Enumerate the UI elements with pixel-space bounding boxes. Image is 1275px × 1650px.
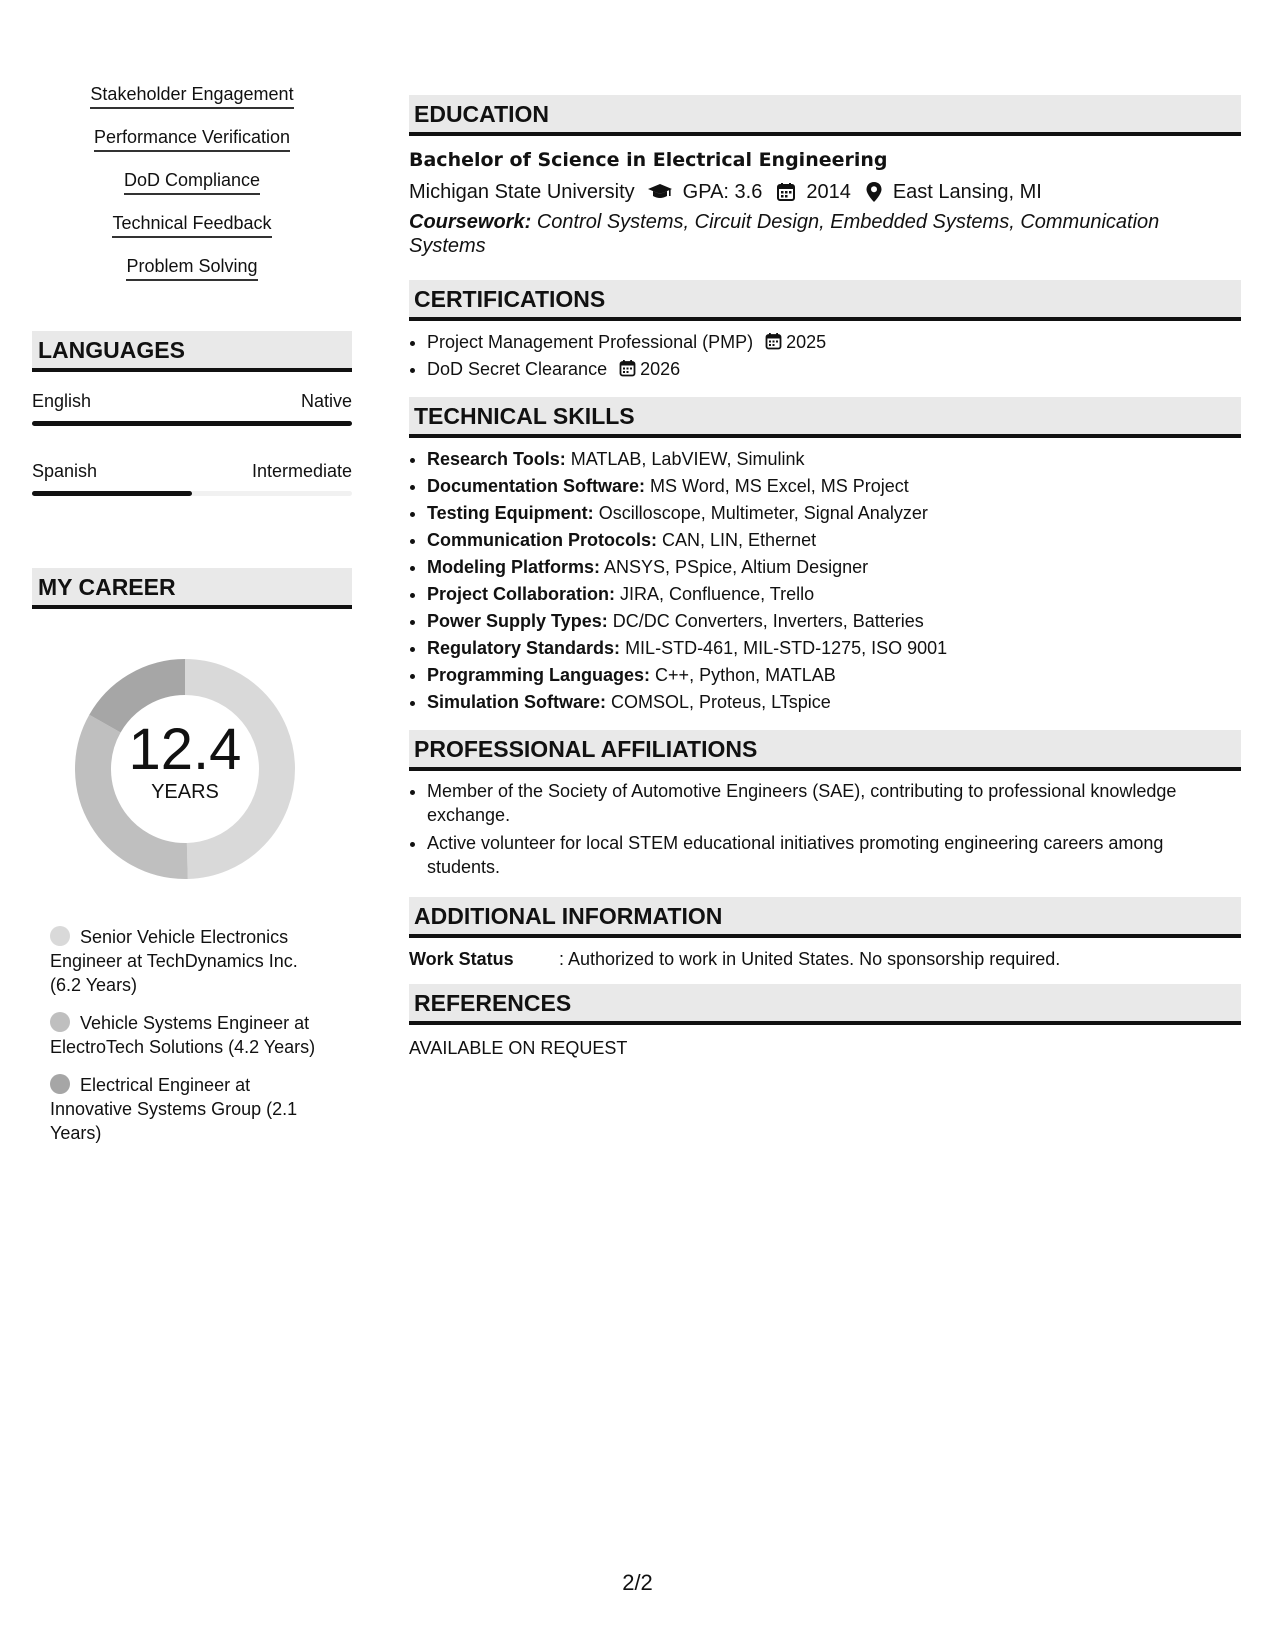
certifications-heading: CERTIFICATIONS [409,280,1241,321]
certification-item [427,356,1241,383]
tech-skill-value: MATLAB, LabVIEW, Simulink [570,449,805,469]
language-name: Spanish [32,461,98,481]
language-item [32,390,352,426]
tech-skill-label: Programming Languages: [427,665,651,685]
languages-heading: LANGUAGES [32,331,352,372]
technical-skills-list [409,446,1241,716]
education-heading: EDUCATION [409,95,1241,136]
affiliations-list [409,779,1241,879]
tech-skill-value: C++, Python, MATLAB [655,665,836,685]
tech-skill-value: Oscilloscope, Multimeter, Signal Analyzer [598,503,928,523]
tech-skill-label: Research Tools: [427,449,566,469]
tech-skill-label: Regulatory Standards: [427,638,621,658]
certification-name: DoD Secret Clearance [427,359,608,379]
tech-skill-value: MIL-STD-461, MIL-STD-1275, ISO 9001 [625,638,948,658]
tech-skill-label: Modeling Platforms: [427,557,601,577]
education-location: East Lansing, MI [892,181,1042,203]
tech-skill-item [427,473,1241,500]
career-total-value: 12.4 [128,717,242,782]
career-donut-chart [65,649,305,889]
career-item [50,1011,330,1059]
references-heading: REFERENCES [409,984,1241,1025]
education-coursework [409,210,1241,258]
left-column [32,84,352,1159]
references-text: AVAILABLE ON REQUEST [409,1038,628,1058]
skill-tags [32,84,352,299]
tech-skill-item [427,662,1241,689]
graduation-cap-icon [647,182,673,202]
work-status-label: Work Status [409,949,514,969]
tech-skill-value: DC/DC Converters, Inverters, Batteries [612,611,924,631]
tech-skill-item [427,608,1241,635]
education-degree: Bachelor of Science in Electrical Engineering [409,149,888,171]
language-level: Native [300,391,352,411]
career-total-unit: YEARS [151,781,219,803]
calendar-icon [776,182,796,202]
tech-skill-value: CAN, LIN, Ethernet [662,530,817,550]
career-legend [50,925,330,1145]
tech-skill-item [427,527,1241,554]
legend-dot [50,1012,70,1032]
career-item-label: Electrical Engineer at Innovative Systems Group (2.1 Years) [50,1075,298,1143]
tech-skill-label: Documentation Software: [427,476,646,496]
tech-skill-item [427,581,1241,608]
skill-tag: Technical Feedback [112,213,271,238]
tech-skill-item [427,446,1241,473]
certification-item [427,329,1241,356]
language-bar-fill [32,421,352,426]
certification-year: 2025 [786,332,827,352]
affiliation-item: • Active volunteer for local STEM educational initiatives promoting engineering careers among students. [427,831,1241,879]
career-item-label: Senior Vehicle Electronics Engineer at TechDynamics Inc. (6.2 Years) [50,927,298,995]
legend-dot [50,926,70,946]
tech-skill-label: Power Supply Types: [427,611,608,631]
career-item-label: Vehicle Systems Engineer at ElectroTech Solutions (4.2 Years) [50,1013,316,1057]
additional-info-heading: ADDITIONAL INFORMATION [409,897,1241,938]
career-item [50,1073,330,1145]
work-status-value: : Authorized to work in United States. No sponsorship required. [559,949,1061,969]
language-level: Intermediate [251,461,352,481]
language-bar-fill [32,491,192,496]
education-school: Michigan State University [409,181,635,203]
right-column [409,95,1241,1059]
skill-tag: DoD Compliance [124,170,260,195]
certification-year: 2026 [640,359,681,379]
tech-skill-label: Testing Equipment: [427,503,594,523]
language-bar [32,491,352,496]
tech-skill-label: Communication Protocols: [427,530,658,550]
career-heading: MY CAREER [32,568,352,609]
tech-skill-value: ANSYS, PSpice, Altium Designer [604,557,869,577]
affiliations-heading: PROFESSIONAL AFFILIATIONS [409,730,1241,771]
coursework-list: Control Systems, Circuit Design, Embedded Systems, Communication Systems [409,211,1160,257]
language-name: English [32,391,92,411]
skill-tag: Performance Verification [94,127,290,152]
coursework-label: Coursework: [409,211,532,233]
certification-name: Project Management Professional (PMP) [427,332,754,352]
language-item [32,460,352,496]
affiliation-item: • Member of the Society of Automotive Engineers (SAE), contributing to professional knowledge exchange. [427,779,1241,827]
tech-skill-value: MS Word, MS Excel, MS Project [650,476,909,496]
tech-skill-item [427,500,1241,527]
education-details [409,180,1241,204]
calendar-icon [765,332,782,350]
career-item [50,925,330,997]
calendar-icon [619,359,636,377]
skill-tag: Stakeholder Engagement [90,84,293,109]
education-gpa: GPA: 3.6 [682,181,763,203]
technical-skills-heading: TECHNICAL SKILLS [409,397,1241,438]
tech-skill-item [427,635,1241,662]
tech-skill-item [427,689,1241,716]
tech-skill-label: Project Collaboration: [427,584,616,604]
tech-skill-label: Simulation Software: [427,692,607,712]
work-status-row [409,948,1241,970]
language-bar [32,421,352,426]
skill-tag: Problem Solving [126,256,257,281]
tech-skill-value: JIRA, Confluence, Trello [620,584,815,604]
page-number: 2/2 [622,1570,653,1595]
tech-skill-value: COMSOL, Proteus, LTspice [611,692,831,712]
legend-dot [50,1074,70,1094]
education-year: 2014 [806,181,851,203]
location-pin-icon [865,181,883,203]
certifications-list [409,329,1241,383]
tech-skill-item [427,554,1241,581]
